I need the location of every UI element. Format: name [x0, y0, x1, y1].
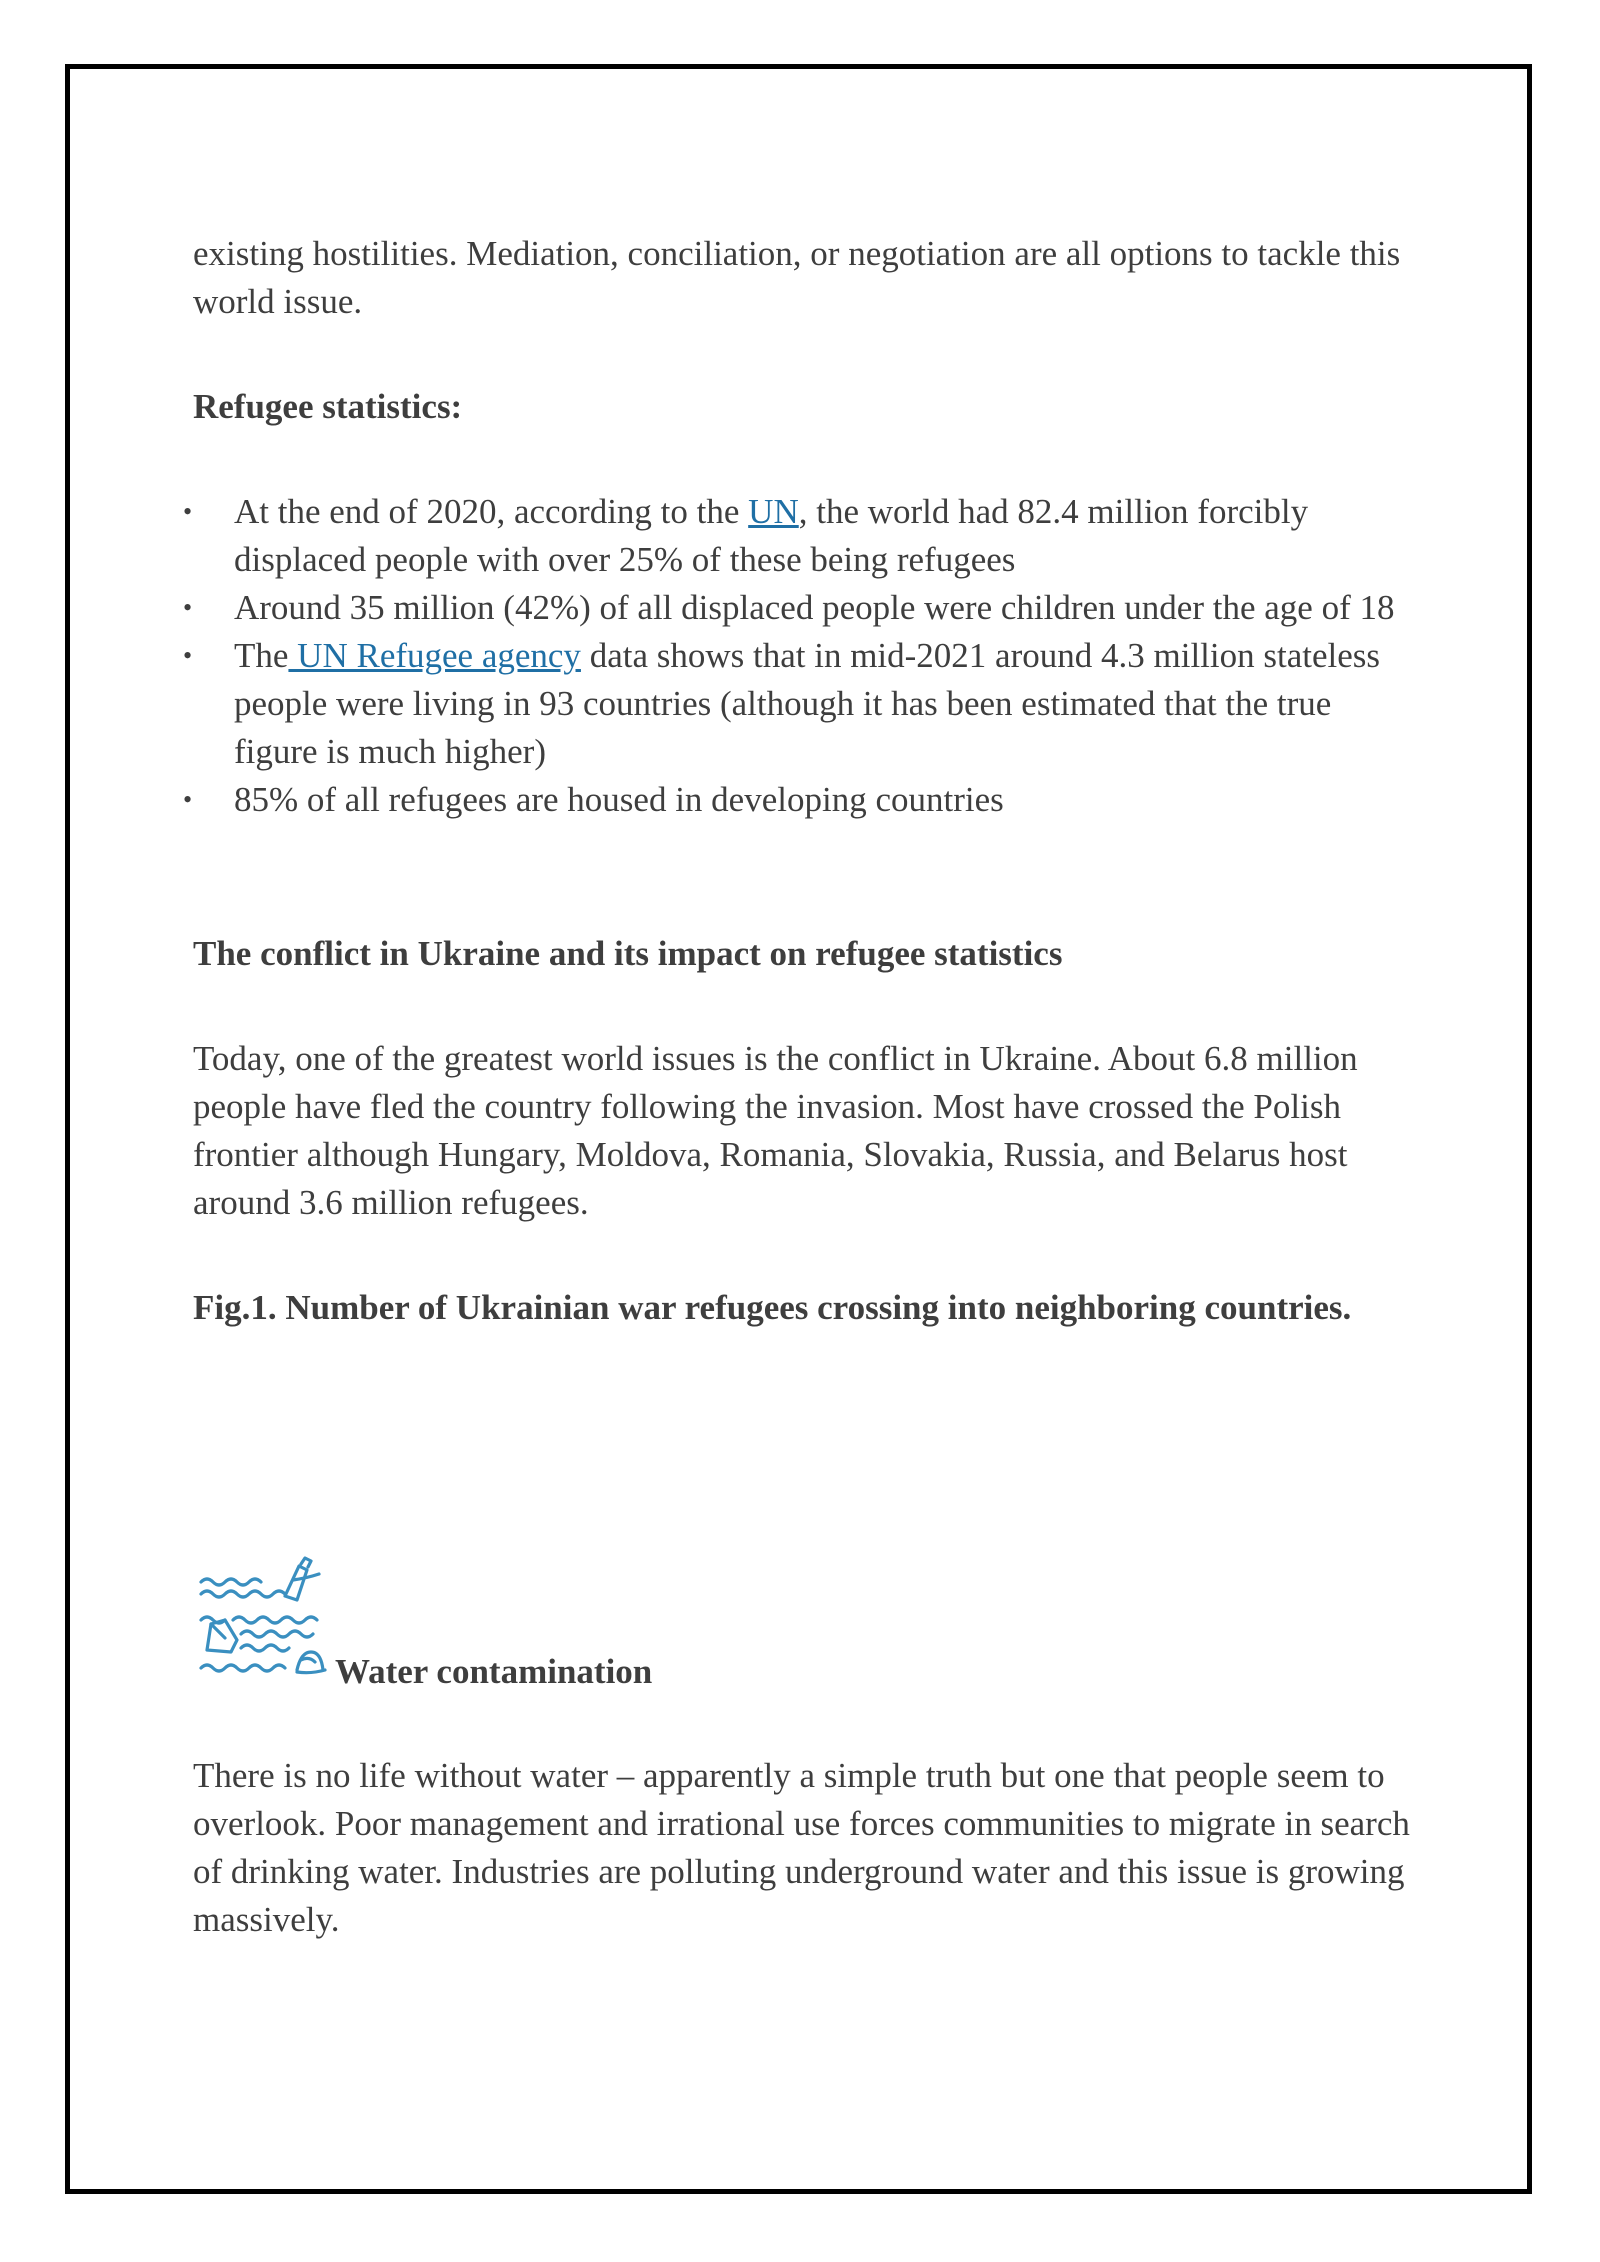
water-contamination-icon: [197, 1554, 329, 1686]
ukraine-conflict-heading: The conflict in Ukraine and its impact on refugee statistics: [193, 934, 1063, 973]
document-body: [183, 230, 1423, 1944]
bullet-text: The: [234, 636, 289, 675]
intro-paragraph: existing hostilities. Mediation, conciliation, or negotiation are all options to tackle this world issue.: [193, 234, 1401, 321]
bullet-text: At the end of 2020, according to the: [234, 492, 749, 531]
ukraine-conflict-paragraph: Today, one of the greatest world issues is the conflict in Ukraine. About 6.8 million people have fled the country following the invasion. Most have crossed the Polish frontier although Hungary, Moldova, Romania, Slovakia, Russia, and Belarus host around 3.6 million refugees.: [193, 1039, 1358, 1222]
figure-caption: Fig.1. Number of Ukrainian war refugees crossing into neighboring countries.: [193, 1288, 1352, 1327]
bullet-icon: •: [183, 785, 193, 814]
bullet-text: data shows that in mid-2021 around 4.3 million stateless people were living in 93 countries (although it has been estimated that the true figure is much higher): [234, 636, 1381, 771]
bullet-icon: •: [183, 593, 193, 622]
bullet-icon: •: [183, 641, 193, 670]
list-item: [183, 488, 1423, 584]
water-contamination-section: [193, 1554, 1423, 1691]
un-link[interactable]: UN: [748, 492, 799, 531]
refugee-statistics-list: [183, 488, 1423, 824]
bullet-text: 85% of all refugees are housed in developing countries: [234, 780, 1004, 819]
water-contamination-heading: Water contamination: [335, 1652, 653, 1691]
list-item: [183, 776, 1423, 824]
bullet-text: Around 35 million (42%) of all displaced people were children under the age of 18: [234, 588, 1395, 627]
water-contamination-paragraph: There is no life without water – apparently a simple truth but one that people seem to overlook. Poor management and irrational use forces communities to migrate in search of drinking water. Industries are polluting underground water and this issue is growing massively.: [193, 1756, 1410, 1939]
bullet-icon: •: [183, 497, 193, 526]
refugee-statistics-heading: Refugee statistics:: [193, 387, 463, 426]
list-item: [183, 584, 1423, 632]
list-item: [183, 632, 1423, 776]
un-refugee-agency-link[interactable]: UN Refugee agency: [288, 636, 581, 675]
bullet-text: , the world had 82.4 million forcibly displaced people with over 25% of these being refugees: [234, 492, 1309, 579]
